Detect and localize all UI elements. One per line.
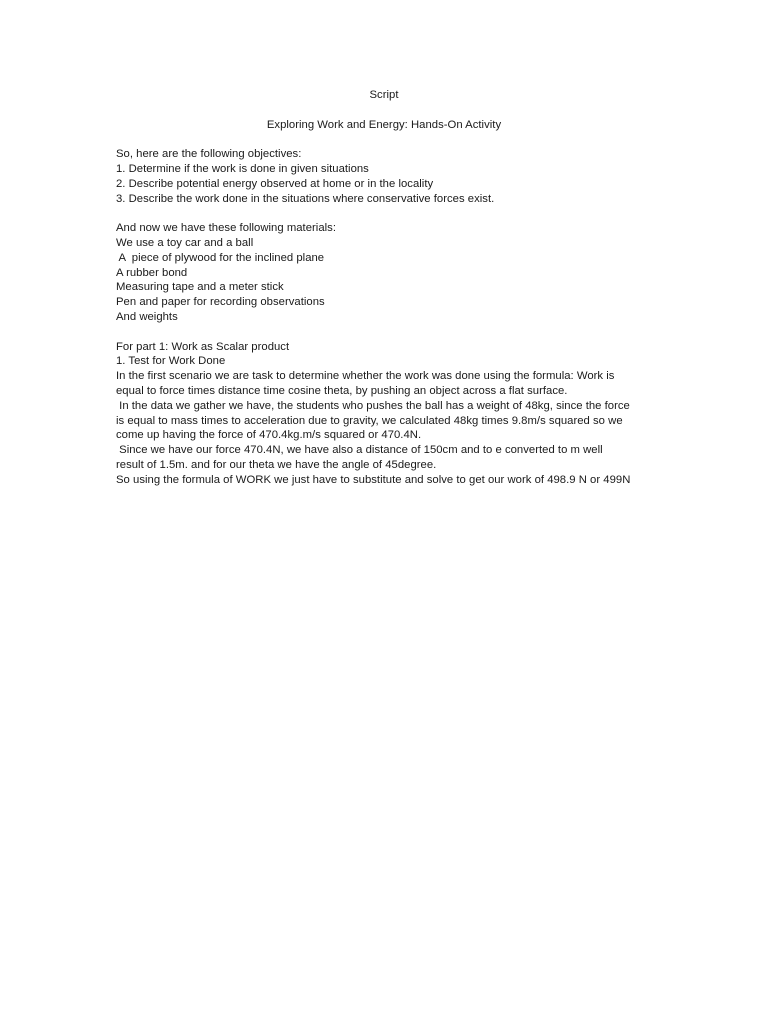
objective-item: 2. Describe potential energy observed at home or in the locality (116, 177, 434, 190)
part1-paragraph-line: In the first scenario we are task to determine whether the work was done using the formula: Work is (116, 370, 615, 383)
material-item: A piece of plywood for the inclined plane (116, 251, 325, 264)
material-item: We use a toy car and a ball (116, 236, 254, 249)
document-subtitle: Exploring Work and Energy: Hands-On Activity (266, 118, 502, 131)
material-item: Measuring tape and a meter stick (116, 281, 284, 294)
part1-paragraph-line: come up having the force of 470.4kg.m/s squared or 470.4N. (116, 429, 422, 442)
part1-paragraph-line: So using the formula of WORK we just have to substitute and solve to get our work of 498.9 N or 499N (116, 473, 631, 486)
objectives-intro: So, here are the following objectives: (116, 148, 302, 161)
objective-item: 3. Describe the work done in the situations where conservative forces exist. (116, 192, 495, 205)
materials-intro: And now we have these following materials: (116, 222, 336, 235)
objective-item: 1. Determine if the work is done in given situations (116, 162, 369, 175)
part1-paragraph-line: result of 1.5m. and for our theta we have the angle of 45degree. (116, 458, 437, 471)
spacer (116, 206, 656, 221)
spacer (116, 132, 656, 147)
part1-heading: For part 1: Work as Scalar product (116, 340, 290, 353)
spacer (116, 103, 656, 118)
spacer (116, 325, 656, 340)
part1-paragraph-line: equal to force times distance time cosine theta, by pushing an object across a flat surface. (116, 384, 568, 397)
material-item: And weights (116, 310, 178, 323)
document-body (116, 88, 656, 488)
part1-paragraph-line: Since we have our force 470.4N, we have also a distance of 150cm and to e converted to m well (116, 444, 603, 457)
part1-paragraph-line: In the data we gather we have, the students who pushes the ball has a weight of 48kg, since the force (116, 399, 630, 412)
document-title: Script (369, 89, 399, 101)
material-item: A rubber bond (116, 266, 188, 279)
part1-test-heading: 1. Test for Work Done (116, 355, 226, 368)
part1-paragraph-line: is equal to mass times to acceleration due to gravity, we calculated 48kg times 9.8m/s squared so we (116, 414, 623, 427)
material-item: Pen and paper for recording observations (116, 296, 325, 309)
